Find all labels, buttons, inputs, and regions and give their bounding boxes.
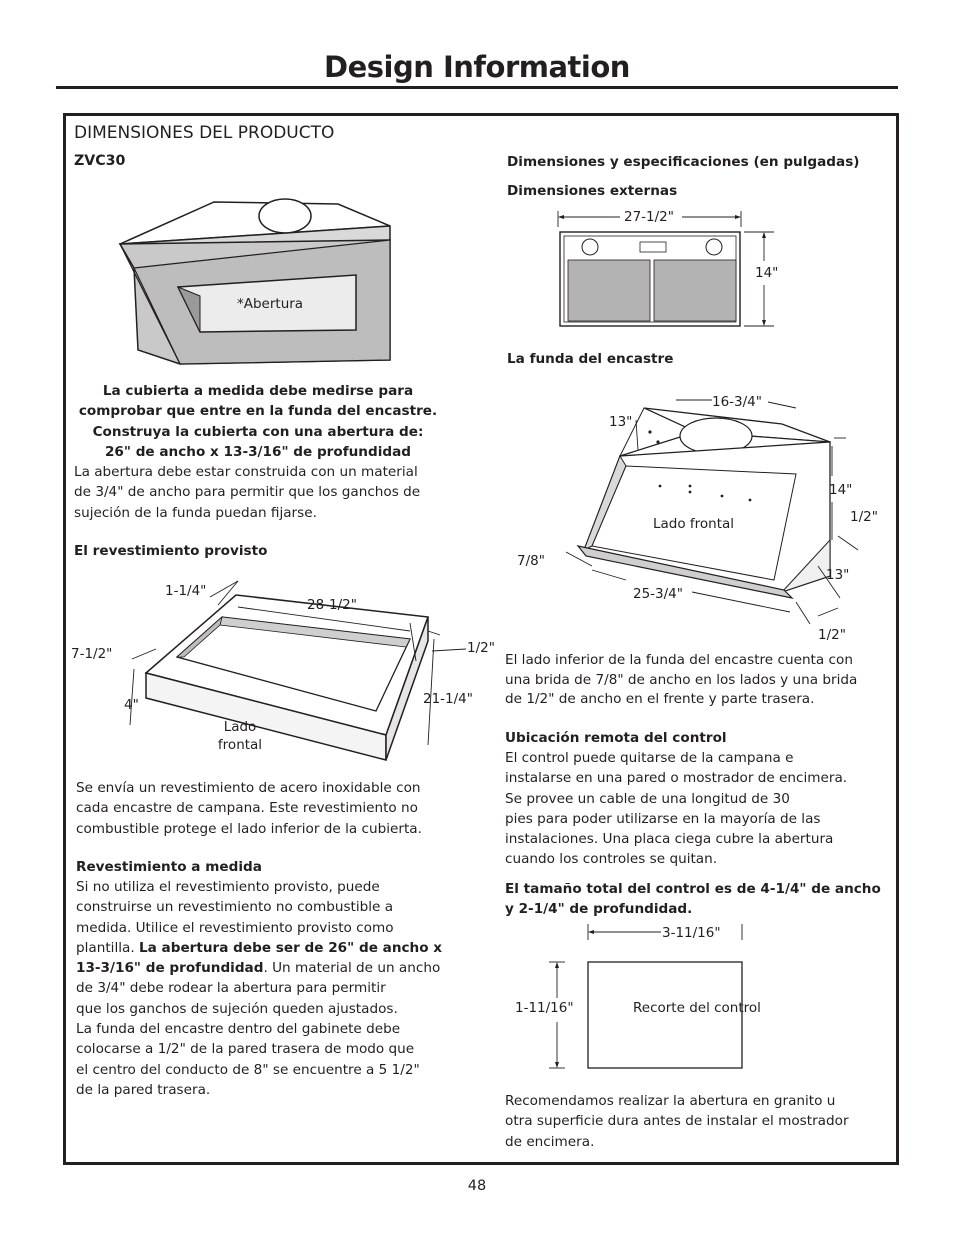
- insert-dim-5: 7/8": [517, 553, 545, 569]
- insert-dim-8: 1/2": [818, 627, 846, 643]
- remote-text: El control puede quitarse de la campana e instalarse en una pared o mostrador de encimera. Se provee un cable de una longitud de 30 pies para poder utilizarse en la mayoría de las instalaciones. Una placa ciega cubre la abertura cuando los controles se quitan.: [505, 750, 848, 868]
- custom-liner-text: Si no utiliza el revestimiento provisto, puede construirse un revestimiento no combustible a medida. Utilice el revestimiento provisto como plantilla. La abertura debe ser de 26" de ancho x 13-3/16" de profundidad. Un material de un ancho de 3/4" debe rodear la abertura para permitir que los ganchos de sujeción queden ajustados. La funda del encastre dentro del gabinete debe colocarse a 1/2" de la pared trasera de modo que el centro del conducto de 8" se encuentre a 5 1/2" de la pared trasera.: [76, 879, 443, 1098]
- insert-illustration: [500, 380, 880, 645]
- liner-illustration: [110, 575, 490, 770]
- title-rule: [56, 86, 898, 89]
- liner-dim-2: 28-1/2": [307, 597, 357, 613]
- insert-dim-6: 13": [826, 567, 850, 583]
- insert-dim-4: 1/2": [850, 509, 878, 525]
- specs-heading: Dimensiones y especificaciones (en pulgadas): [507, 154, 860, 170]
- page-number: 48: [467, 1178, 487, 1194]
- cover-note-bold: La cubierta a medida debe medirse para comprobar que entre en la funda del encastre. Construya la cubierta con una abertura de: 26" de ancho x 13-3/16" de profundidad: [78, 383, 438, 460]
- insert-heading: La funda del encastre: [507, 351, 674, 367]
- insert-dim-1: 16-3/4": [712, 394, 762, 410]
- control-size-text: El tamaño total del control es de 4-1/4" de ancho y 2-1/4" de profundidad.: [505, 881, 881, 918]
- custom-liner-heading: Revestimiento a medida: [76, 859, 262, 875]
- model-label: ZVC30: [74, 153, 126, 169]
- insert-dim-7: 25-3/4": [633, 586, 683, 602]
- external-heading: Dimensiones externas: [507, 183, 678, 199]
- opening-label: *Abertura: [237, 296, 304, 312]
- liner-text: Se envía un revestimiento de acero inoxidable con cada encastre de campana. Este revestimiento no combustible protege el lado inferior de la cubierta.: [76, 780, 422, 837]
- insert-dim-2: 13": [609, 414, 633, 430]
- external-height: 14": [755, 265, 779, 281]
- cover-illustration: [100, 190, 420, 370]
- cutout-width: 3-11/16": [662, 925, 721, 941]
- remote-heading: Ubicación remota del control: [505, 730, 727, 746]
- cover-note: La abertura debe estar construida con un material de 3/4" de ancho para permitir que los ganchos de sujeción de la funda puedan fijarse.: [74, 464, 421, 521]
- external-width: 27-1/2": [624, 209, 674, 225]
- page-title: Design Information: [324, 50, 630, 84]
- liner-dim-1: 1-1/4": [165, 583, 207, 599]
- recommend-text: Recomendamos realizar la abertura en granito u otra superficie dura antes de instalar el mostrador de encimera.: [505, 1093, 849, 1150]
- liner-dim-5: 4": [124, 697, 139, 713]
- section-heading: DIMENSIONES DEL PRODUCTO: [74, 123, 335, 143]
- control-cutout-diagram: [545, 920, 805, 1075]
- liner-front-label: Lado frontal: [217, 719, 263, 753]
- liner-dim-3: 7-1/2": [71, 646, 113, 662]
- cutout-label: Recorte del control: [633, 1000, 761, 1016]
- insert-front-label: Lado frontal: [653, 516, 735, 532]
- liner-dim-6: 21-1/4": [423, 691, 473, 707]
- cutout-height: 1-11/16": [515, 1000, 574, 1016]
- liner-heading: El revestimiento provisto: [74, 543, 268, 559]
- flange-text: El lado inferior de la funda del encastre cuenta con una brida de 7/8" de ancho en los lados y una brida de 1/2" de ancho en el frente y parte trasera.: [505, 652, 858, 707]
- insert-dim-3: 14": [829, 482, 853, 498]
- liner-dim-4: 1/2": [467, 640, 495, 656]
